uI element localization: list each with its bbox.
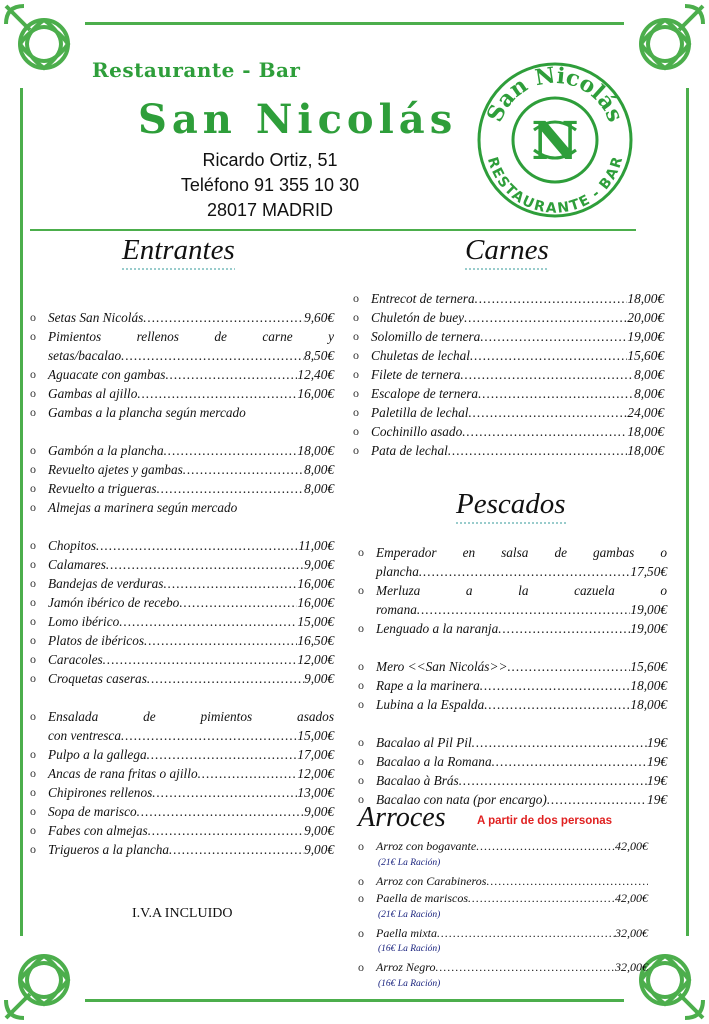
menu-item bbox=[353, 365, 664, 384]
logo-bottom-text: RESTAURANTE - BAR bbox=[483, 155, 627, 217]
menu-item-price: 8,00€ bbox=[634, 367, 664, 382]
dot-leader bbox=[103, 650, 298, 669]
bullet-icon: o bbox=[30, 823, 36, 837]
bullet-icon: o bbox=[30, 633, 36, 647]
pescados-title: Pescados bbox=[456, 488, 566, 524]
menu-item-name: Bacalao a la Romana bbox=[376, 754, 492, 769]
restaurant-bar-subtitle: Restaurante - Bar bbox=[92, 58, 301, 82]
dot-leader bbox=[137, 384, 297, 403]
bullet-icon: o bbox=[30, 766, 36, 780]
menu-item-price: 8,50€ bbox=[304, 348, 334, 363]
header-divider bbox=[30, 229, 636, 231]
bullet-icon: o bbox=[30, 310, 36, 324]
dot-leader bbox=[478, 384, 634, 403]
bullet-icon: o bbox=[353, 405, 359, 419]
menu-item-price: 12,40€ bbox=[297, 367, 334, 382]
dot-leader bbox=[460, 365, 634, 384]
dot-leader bbox=[437, 925, 615, 943]
frame-bottom bbox=[85, 999, 624, 1002]
menu-item-name: Paletilla de lechal bbox=[371, 405, 469, 420]
menu-item-name: Bacalao à Brás bbox=[376, 773, 459, 788]
menu-item-name: Cochinillo asado bbox=[371, 424, 463, 439]
menu-item-price: 42,00€ bbox=[615, 839, 648, 853]
dot-leader bbox=[507, 657, 630, 676]
menu-item-price: 19€ bbox=[647, 792, 667, 807]
dot-leader bbox=[147, 669, 304, 688]
carnes-title: Carnes bbox=[465, 234, 549, 270]
dot-leader bbox=[143, 308, 304, 327]
menu-item bbox=[358, 771, 667, 790]
bullet-icon: o bbox=[358, 735, 364, 749]
menu-item bbox=[30, 536, 334, 555]
dot-leader bbox=[121, 726, 297, 745]
menu-item bbox=[358, 838, 648, 856]
menu-item bbox=[30, 840, 334, 859]
menu-item-price: 18,00€ bbox=[627, 443, 664, 458]
menu-item-name: Solomillo de ternera bbox=[371, 329, 481, 344]
menu-item-price: 18,00€ bbox=[630, 697, 667, 712]
bullet-icon: o bbox=[358, 583, 364, 597]
dot-leader bbox=[480, 327, 627, 346]
bullet-icon: o bbox=[30, 405, 36, 419]
menu-item-price: 16,00€ bbox=[297, 386, 334, 401]
address-city: 28017 MADRID bbox=[206, 200, 334, 220]
menu-item-name: Filete de ternera bbox=[371, 367, 461, 382]
dot-leader bbox=[498, 619, 630, 638]
menu-item bbox=[358, 676, 667, 695]
celtic-knot-corner-icon bbox=[0, 0, 88, 88]
menu-item-name: Aguacate con gambas bbox=[48, 367, 166, 382]
menu-item bbox=[353, 403, 664, 422]
menu-item-name: Ancas de rana fritas o ajillo bbox=[48, 766, 198, 781]
dot-leader bbox=[148, 821, 304, 840]
menu-item bbox=[30, 764, 334, 783]
menu-item-price: 11,00€ bbox=[298, 538, 334, 553]
menu-item-name: Revuelto ajetes y gambas bbox=[48, 462, 183, 477]
dot-leader bbox=[137, 802, 304, 821]
bullet-icon: o bbox=[358, 659, 364, 673]
menu-item-name: Gambón a la plancha bbox=[48, 443, 164, 458]
menu-item-price: 9,00€ bbox=[304, 804, 334, 819]
bullet-icon: o bbox=[358, 773, 364, 787]
menu-item-price: 8,00€ bbox=[304, 462, 334, 477]
menu-item-price: 16,00€ bbox=[297, 595, 334, 610]
menu-item-price: 9,00€ bbox=[304, 823, 334, 838]
iva-notice: I.V.A INCLUIDO bbox=[132, 906, 233, 921]
dot-leader bbox=[419, 562, 631, 581]
menu-item bbox=[358, 695, 667, 714]
dot-leader bbox=[96, 536, 298, 555]
menu-item-name: Mero <<San Nicolás>> bbox=[376, 659, 508, 674]
menu-item-name: Trigueros a la plancha bbox=[48, 842, 170, 857]
menu-item-price: 15,00€ bbox=[297, 728, 334, 743]
menu-item-name: Entrecot de ternera bbox=[371, 291, 475, 306]
dot-leader bbox=[147, 745, 298, 764]
menu-item-price: 13,00€ bbox=[297, 785, 334, 800]
menu-item bbox=[358, 619, 667, 638]
dot-leader bbox=[164, 441, 298, 460]
menu-item bbox=[30, 384, 334, 403]
dot-leader bbox=[417, 600, 631, 619]
menu-item-name: Lomo ibérico bbox=[48, 614, 120, 629]
dot-leader bbox=[464, 308, 627, 327]
dot-leader bbox=[547, 790, 647, 809]
menu-item-name: Chuletón de buey bbox=[371, 310, 465, 325]
bullet-icon: o bbox=[30, 500, 36, 514]
arroces-title: Arroces bbox=[358, 802, 446, 833]
frame-top bbox=[85, 22, 624, 25]
bullet-icon: o bbox=[30, 842, 36, 856]
menu-item-price: 18,00€ bbox=[627, 291, 664, 306]
dot-leader bbox=[492, 752, 647, 771]
menu-item-name: Arroz con Carabineros bbox=[376, 873, 487, 888]
dot-leader bbox=[165, 365, 297, 384]
menu-item bbox=[358, 543, 667, 562]
menu-item-name: Bacalao al Pil Pil bbox=[376, 735, 472, 750]
menu-item-name: Pulpo a la gallega bbox=[48, 747, 147, 762]
dot-leader bbox=[462, 422, 627, 441]
menu-item bbox=[353, 308, 664, 327]
bullet-icon: o bbox=[30, 367, 36, 381]
menu-item bbox=[30, 669, 334, 688]
dot-leader bbox=[484, 695, 630, 714]
menu-item-continuation bbox=[376, 600, 667, 619]
menu-item-name: Lenguado a la naranja bbox=[376, 621, 499, 636]
menu-item bbox=[30, 612, 334, 631]
menu-item bbox=[353, 441, 664, 460]
bullet-icon: o bbox=[358, 891, 364, 905]
menu-item-continuation bbox=[376, 562, 667, 581]
entrantes-title: Entrantes bbox=[122, 234, 235, 270]
bullet-icon: o bbox=[358, 925, 364, 940]
menu-item-name: Merluza a la cazuela o bbox=[376, 583, 667, 598]
san-nicolas-logo bbox=[476, 58, 634, 220]
menu-item-name: Bandejas de verduras bbox=[48, 576, 164, 591]
menu-item-name: Paella de mariscos bbox=[376, 891, 468, 905]
bullet-icon: o bbox=[358, 621, 364, 635]
menu-item-name: Almejas a marinera según mercado bbox=[48, 500, 238, 515]
bullet-icon: o bbox=[358, 960, 364, 974]
menu-item bbox=[30, 498, 334, 517]
bullet-icon: o bbox=[353, 367, 359, 381]
menu-item-name: Pata de lechal bbox=[371, 443, 448, 458]
menu-item-name: Arroz con bogavante bbox=[376, 839, 477, 853]
menu-item bbox=[353, 327, 664, 346]
menu-item bbox=[30, 745, 334, 764]
dot-leader bbox=[470, 346, 627, 365]
menu-item-name: Emperador en salsa de gambas o bbox=[376, 545, 667, 560]
menu-item bbox=[358, 925, 648, 943]
frame-left bbox=[20, 88, 23, 936]
menu-item-name: Escalope de ternera bbox=[371, 386, 479, 401]
menu-item-name: Pimientos rellenos de carne y bbox=[48, 329, 334, 344]
menu-item-name-cont: setas/bacalao bbox=[48, 348, 122, 363]
address-phone: Teléfono 91 355 10 30 bbox=[180, 175, 360, 195]
menu-item-price: 17,00€ bbox=[297, 747, 334, 762]
bullet-icon: o bbox=[358, 678, 364, 692]
menu-item bbox=[30, 650, 334, 669]
dot-leader bbox=[468, 403, 627, 422]
menu-item-name: Calamares bbox=[48, 557, 106, 572]
menu-item-price: 19,00€ bbox=[630, 621, 667, 636]
bullet-icon: o bbox=[30, 595, 36, 609]
ration-price: (16€ La Ración) bbox=[378, 944, 441, 954]
menu-item-name: Fabes con almejas bbox=[48, 823, 148, 838]
bullet-icon: o bbox=[30, 443, 36, 457]
bullet-icon: o bbox=[353, 310, 359, 324]
bullet-icon: o bbox=[353, 348, 359, 362]
bullet-icon: o bbox=[30, 462, 36, 476]
menu-item-name: Lubina a la Espalda bbox=[376, 697, 485, 712]
menu-item bbox=[30, 574, 334, 593]
menu-item-price: 24,00€ bbox=[627, 405, 664, 420]
menu-item-continuation bbox=[48, 346, 334, 365]
menu-item bbox=[358, 873, 648, 891]
menu-item bbox=[358, 959, 648, 977]
menu-item-price: 8,00€ bbox=[634, 386, 664, 401]
menu-item bbox=[358, 752, 667, 771]
menu-item-name: Paella mixta bbox=[376, 925, 437, 940]
menu-item-name: Sopa de marisco bbox=[48, 804, 137, 819]
bullet-icon: o bbox=[30, 481, 36, 495]
menu-item bbox=[353, 346, 664, 365]
dot-leader bbox=[480, 676, 631, 695]
menu-item bbox=[30, 479, 334, 498]
dot-leader bbox=[435, 959, 615, 977]
ration-price: (16€ La Ración) bbox=[378, 978, 441, 989]
menu-item-price: 9,00€ bbox=[304, 557, 334, 572]
bullet-icon: o bbox=[358, 792, 364, 806]
bullet-icon: o bbox=[358, 754, 364, 768]
menu-item-name: Rape a la marinera bbox=[376, 678, 480, 693]
menu-item-name-cont: con ventresca bbox=[48, 728, 121, 743]
menu-item bbox=[353, 422, 664, 441]
bullet-icon: o bbox=[358, 873, 364, 888]
bullet-icon: o bbox=[30, 652, 36, 666]
dot-leader bbox=[106, 555, 304, 574]
menu-item-price: 12,00€ bbox=[297, 652, 334, 667]
menu-item-price: 19€ bbox=[647, 754, 667, 769]
menu-item-name: Jamón ibérico de recebo bbox=[48, 595, 180, 610]
menu-item bbox=[30, 327, 334, 346]
bullet-icon: o bbox=[353, 291, 359, 305]
menu-item-name: Setas San Nicolás bbox=[48, 310, 144, 325]
address-street: Ricardo Ortiz, 51 bbox=[202, 150, 338, 170]
menu-item bbox=[30, 441, 334, 460]
menu-item bbox=[358, 733, 667, 752]
menu-item-price: 15,60€ bbox=[630, 659, 667, 674]
dot-leader bbox=[157, 479, 305, 498]
bullet-icon: o bbox=[358, 545, 364, 559]
menu-item-price: 18,00€ bbox=[297, 443, 334, 458]
carnes-list bbox=[353, 289, 664, 460]
menu-item-name: Gambas al ajillo bbox=[48, 386, 138, 401]
dot-leader bbox=[472, 733, 647, 752]
menu-item-price: 9,00€ bbox=[304, 671, 334, 686]
menu-item-name: Bacalao con nata (por encargo) bbox=[376, 792, 547, 807]
menu-item-price: 16,00€ bbox=[297, 576, 334, 591]
menu-item-price: 18,00€ bbox=[630, 678, 667, 693]
bullet-icon: o bbox=[353, 443, 359, 457]
arroces-list bbox=[358, 838, 648, 994]
menu-item-price: 15,00€ bbox=[297, 614, 334, 629]
dot-leader bbox=[459, 771, 647, 790]
bullet-icon: o bbox=[358, 697, 364, 711]
menu-item-name: Platos de ibéricos bbox=[48, 633, 145, 648]
menu-item bbox=[30, 460, 334, 479]
dot-leader bbox=[486, 873, 648, 891]
bullet-icon: o bbox=[30, 804, 36, 818]
menu-item bbox=[30, 783, 334, 802]
menu-item-price: 20,00€ bbox=[627, 310, 664, 325]
ration-price: (21€ La Ración) bbox=[378, 909, 441, 920]
dot-leader bbox=[183, 460, 304, 479]
menu-item-price: 8,00€ bbox=[304, 481, 334, 496]
bullet-icon: o bbox=[30, 614, 36, 628]
menu-item bbox=[30, 403, 334, 422]
menu-item bbox=[30, 631, 334, 650]
dot-leader bbox=[475, 289, 628, 308]
bullet-icon: o bbox=[30, 671, 36, 685]
frame-right bbox=[686, 88, 689, 936]
menu-item-price: 19€ bbox=[647, 735, 667, 750]
entrantes-list bbox=[30, 308, 334, 859]
menu-item-price: 32,00€ bbox=[615, 925, 648, 940]
dot-leader bbox=[468, 890, 615, 908]
menu-item-name: Caracoles bbox=[48, 652, 103, 667]
pescados-list bbox=[358, 543, 667, 809]
menu-item bbox=[30, 555, 334, 574]
menu-item bbox=[30, 821, 334, 840]
menu-item-price: 9,00€ bbox=[304, 842, 334, 857]
celtic-knot-corner-icon bbox=[621, 0, 709, 88]
menu-item bbox=[30, 707, 334, 726]
menu-item-price: 16,50€ bbox=[297, 633, 334, 648]
menu-item-name: Chuletas de lechal bbox=[371, 348, 470, 363]
dot-leader bbox=[179, 593, 297, 612]
bullet-icon: o bbox=[30, 747, 36, 761]
menu-item-price: 15,60€ bbox=[627, 348, 664, 363]
menu-item bbox=[353, 384, 664, 403]
celtic-knot-corner-icon bbox=[0, 936, 88, 1024]
logo-top-text: San Nicolás bbox=[481, 62, 629, 126]
menu-item bbox=[30, 802, 334, 821]
menu-item-name: Gambas a la plancha según mercado bbox=[48, 405, 246, 420]
menu-item-name: Arroz Negro bbox=[376, 960, 436, 974]
restaurant-name: San Nicolás bbox=[138, 96, 458, 143]
arroces-note: A partir de dos personas bbox=[477, 815, 613, 827]
menu-item-name: Chopitos bbox=[48, 538, 97, 553]
menu-item-name: Ensalada de pimientos asados bbox=[48, 709, 334, 724]
menu-item bbox=[358, 581, 667, 600]
bullet-icon: o bbox=[353, 329, 359, 343]
bullet-icon: o bbox=[30, 785, 36, 799]
bullet-icon: o bbox=[30, 709, 36, 723]
ration-price: (21€ La Ración) bbox=[378, 857, 441, 868]
menu-item-price: 19,00€ bbox=[627, 329, 664, 344]
bullet-icon: o bbox=[30, 386, 36, 400]
logo-monogram: N bbox=[531, 111, 579, 172]
menu-item bbox=[353, 289, 664, 308]
menu-item-continuation bbox=[48, 726, 334, 745]
bullet-icon: o bbox=[353, 424, 359, 438]
bullet-icon: o bbox=[30, 329, 36, 343]
dot-leader bbox=[198, 764, 298, 783]
menu-item bbox=[358, 657, 667, 676]
menu-item-price: 12,00€ bbox=[297, 766, 334, 781]
menu-item-price: 18,00€ bbox=[627, 424, 664, 439]
menu-item bbox=[358, 890, 648, 908]
dot-leader bbox=[144, 631, 297, 650]
dot-leader bbox=[152, 783, 297, 802]
bullet-icon: o bbox=[30, 557, 36, 571]
menu-item-price: 19€ bbox=[647, 773, 667, 788]
menu-item bbox=[30, 308, 334, 327]
dot-leader bbox=[119, 612, 297, 631]
dot-leader bbox=[121, 346, 304, 365]
menu-item-name-cont: romana bbox=[376, 602, 417, 617]
bullet-icon: o bbox=[353, 386, 359, 400]
menu-item-price: 32,00€ bbox=[615, 960, 648, 974]
dot-leader bbox=[448, 441, 628, 460]
menu-item-name-cont: plancha bbox=[376, 564, 419, 579]
bullet-icon: o bbox=[30, 538, 36, 552]
dot-leader bbox=[163, 574, 297, 593]
menu-item-price: 42,00€ bbox=[615, 891, 648, 905]
dot-leader bbox=[169, 840, 304, 859]
menu-item-price: 17,50€ bbox=[630, 564, 667, 579]
menu-item bbox=[30, 365, 334, 384]
dot-leader bbox=[476, 838, 615, 856]
menu-item-price: 19,00€ bbox=[630, 602, 667, 617]
menu-item-price: 9,60€ bbox=[304, 310, 334, 325]
menu-item bbox=[30, 593, 334, 612]
bullet-icon: o bbox=[30, 576, 36, 590]
menu-item-name: Chipirones rellenos bbox=[48, 785, 153, 800]
menu-item-name: Croquetas caseras bbox=[48, 671, 147, 686]
menu-item-name: Revuelto a trigueras bbox=[48, 481, 157, 496]
bullet-icon: o bbox=[358, 839, 364, 853]
